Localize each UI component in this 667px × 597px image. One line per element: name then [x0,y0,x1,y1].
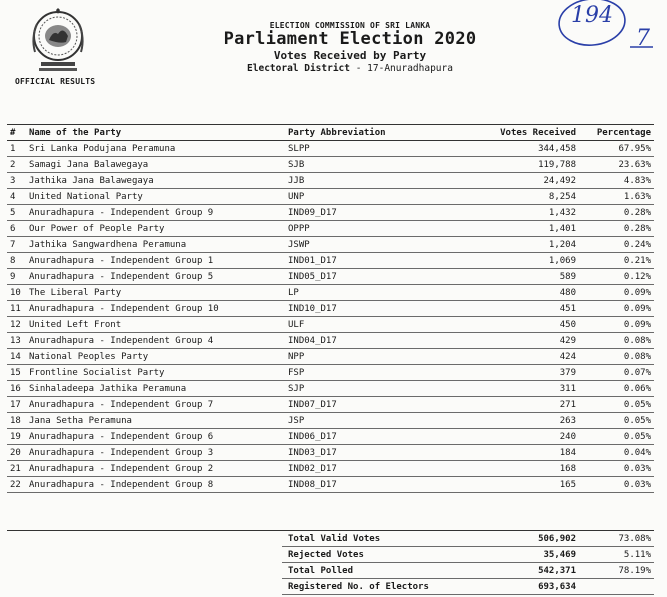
row-index: 11 [7,301,26,317]
row-percentage: 67.95% [579,141,654,157]
table-row [7,317,654,333]
totals-value: 542,371 [436,563,579,579]
row-party-abbr: SJP [282,381,436,397]
page-title: Parliament Election 2020 [223,29,477,49]
table-row [7,141,654,157]
totals-spacer [7,563,282,579]
row-party-abbr: SJB [282,157,436,173]
totals-value: 693,634 [436,579,579,595]
row-percentage: 0.24% [579,237,654,253]
row-percentage: 0.08% [579,349,654,365]
row-percentage: 0.21% [579,253,654,269]
row-index: 17 [7,397,26,413]
table-row [7,157,654,173]
row-party-name: Anuradhapura - Independent Group 8 [26,477,282,493]
row-party-abbr: ULF [282,317,436,333]
row-percentage: 0.08% [579,333,654,349]
row-votes: 271 [436,397,579,413]
row-index: 19 [7,429,26,445]
row-votes: 589 [436,269,579,285]
row-votes: 168 [436,461,579,477]
table-row [7,173,654,189]
row-party-name: United National Party [26,189,282,205]
row-party-abbr: IND06_D17 [282,429,436,445]
row-index: 10 [7,285,26,301]
row-votes: 165 [436,477,579,493]
row-party-name: United Left Front [26,317,282,333]
row-votes: 24,492 [436,173,579,189]
row-party-name: Sri Lanka Podujana Peramuna [26,141,282,157]
row-party-name: Jathika Sangwardhena Peramuna [26,237,282,253]
col-votes-header: Votes Received [436,125,579,141]
row-party-name: Our Power of People Party [26,221,282,237]
row-percentage: 0.28% [579,221,654,237]
row-party-name: Anuradhapura - Independent Group 7 [26,397,282,413]
totals-row [7,563,654,579]
official-results-label: OFFICIAL RESULTS [15,77,96,86]
table-row [7,205,654,221]
row-party-abbr: UNP [282,189,436,205]
totals-spacer [7,531,282,547]
row-index: 1 [7,141,26,157]
row-index: 14 [7,349,26,365]
row-index: 21 [7,461,26,477]
district-label: Electoral District [247,63,350,74]
row-index: 2 [7,157,26,173]
row-votes: 263 [436,413,579,429]
row-party-abbr: FSP [282,365,436,381]
commission-name: ELECTION COMMISSION OF SRI LANKA [269,21,431,30]
row-votes: 240 [436,429,579,445]
col-index-header: # [7,125,26,141]
row-percentage: 0.07% [579,365,654,381]
row-index: 18 [7,413,26,429]
table-row [7,397,654,413]
row-percentage: 1.63% [579,189,654,205]
row-percentage: 0.05% [579,413,654,429]
table-row [7,189,654,205]
row-party-abbr: IND07_D17 [282,397,436,413]
totals-percentage: 5.11% [579,547,654,563]
table-row [7,221,654,237]
row-party-name: The Liberal Party [26,285,282,301]
table-row [7,301,654,317]
table-row [7,445,654,461]
row-index: 22 [7,477,26,493]
row-index: 12 [7,317,26,333]
row-percentage: 23.63% [579,157,654,173]
row-party-abbr: LP [282,285,436,301]
table-row [7,333,654,349]
row-percentage: 0.06% [579,381,654,397]
row-party-abbr: IND05_D17 [282,269,436,285]
row-party-name: Sinhaladeepa Jathika Peramuna [26,381,282,397]
handwritten-annotation [556,0,656,52]
row-votes: 1,432 [436,205,579,221]
row-party-name: Anuradhapura - Independent Group 3 [26,445,282,461]
table-row [7,285,654,301]
table-row [7,365,654,381]
row-percentage: 0.05% [579,397,654,413]
row-party-name: Anuradhapura - Independent Group 4 [26,333,282,349]
row-index: 7 [7,237,26,253]
table-row [7,381,654,397]
totals-percentage [579,579,654,595]
row-party-abbr: IND01_D17 [282,253,436,269]
row-votes: 424 [436,349,579,365]
row-party-abbr: IND03_D17 [282,445,436,461]
row-votes: 450 [436,317,579,333]
row-index: 8 [7,253,26,269]
table-row [7,461,654,477]
row-party-name: Anuradhapura - Independent Group 9 [26,205,282,221]
row-party-name: National Peoples Party [26,349,282,365]
row-index: 20 [7,445,26,461]
row-party-abbr: JSP [282,413,436,429]
district-line [180,63,520,74]
table-row [7,413,654,429]
totals-row [7,531,654,547]
row-votes: 429 [436,333,579,349]
results-table [7,124,654,493]
table-row [7,237,654,253]
row-index: 15 [7,365,26,381]
row-votes: 379 [436,365,579,381]
row-party-abbr: SLPP [282,141,436,157]
totals-percentage: 78.19% [579,563,654,579]
table-row [7,349,654,365]
totals-spacer [7,547,282,563]
col-pct-header: Percentage [579,125,654,141]
col-abbr-header: Party Abbreviation [282,125,436,141]
row-party-abbr: IND08_D17 [282,477,436,493]
row-party-name: Anuradhapura - Independent Group 1 [26,253,282,269]
totals-table [7,530,654,595]
totals-label: Rejected Votes [282,547,436,563]
totals-label: Total Polled [282,563,436,579]
row-votes: 1,204 [436,237,579,253]
table-header-row [7,125,654,141]
row-party-abbr: JSWP [282,237,436,253]
row-party-abbr: IND04_D17 [282,333,436,349]
row-percentage: 0.12% [579,269,654,285]
row-votes: 1,069 [436,253,579,269]
row-party-abbr: OPPP [282,221,436,237]
totals-spacer [7,579,282,595]
row-index: 13 [7,333,26,349]
district-value: - 17-Anuradhapura [355,63,453,74]
totals-label: Total Valid Votes [282,531,436,547]
row-percentage: 4.83% [579,173,654,189]
row-percentage: 0.28% [579,205,654,221]
table-row [7,253,654,269]
row-index: 16 [7,381,26,397]
row-votes: 311 [436,381,579,397]
table-row [7,429,654,445]
handwritten-number: 194 [571,3,613,28]
row-votes: 480 [436,285,579,301]
row-index: 9 [7,269,26,285]
row-party-abbr: IND02_D17 [282,461,436,477]
row-index: 6 [7,221,26,237]
row-party-abbr: NPP [282,349,436,365]
row-party-name: Anuradhapura - Independent Group 6 [26,429,282,445]
row-percentage: 0.09% [579,301,654,317]
handwritten-mark: 7 [636,26,650,51]
row-votes: 119,788 [436,157,579,173]
row-votes: 344,458 [436,141,579,157]
row-percentage: 0.03% [579,461,654,477]
row-percentage: 0.04% [579,445,654,461]
sri-lanka-emblem-icon [29,8,87,78]
row-percentage: 0.09% [579,317,654,333]
row-party-abbr: IND09_D17 [282,205,436,221]
row-percentage: 0.03% [579,477,654,493]
page-subtitle: Votes Received by Party [273,49,427,62]
row-party-name: Anuradhapura - Independent Group 2 [26,461,282,477]
table-row [7,269,654,285]
row-party-name: Samagi Jana Balawegaya [26,157,282,173]
row-party-name: Jathika Jana Balawegaya [26,173,282,189]
row-party-name: Anuradhapura - Independent Group 10 [26,301,282,317]
totals-row [7,579,654,595]
row-party-name: Anuradhapura - Independent Group 5 [26,269,282,285]
row-party-name: Jana Setha Peramuna [26,413,282,429]
table-row [7,477,654,493]
row-index: 3 [7,173,26,189]
row-index: 4 [7,189,26,205]
row-party-abbr: JJB [282,173,436,189]
col-name-header: Name of the Party [26,125,282,141]
row-party-abbr: IND10_D17 [282,301,436,317]
totals-percentage: 73.08% [579,531,654,547]
row-votes: 1,401 [436,221,579,237]
totals-label: Registered No. of Electors [282,579,436,595]
row-percentage: 0.05% [579,429,654,445]
row-votes: 451 [436,301,579,317]
row-party-name: Frontline Socialist Party [26,365,282,381]
totals-row [7,547,654,563]
totals-value: 506,902 [436,531,579,547]
row-percentage: 0.09% [579,285,654,301]
row-votes: 184 [436,445,579,461]
row-votes: 8,254 [436,189,579,205]
totals-value: 35,469 [436,547,579,563]
row-index: 5 [7,205,26,221]
